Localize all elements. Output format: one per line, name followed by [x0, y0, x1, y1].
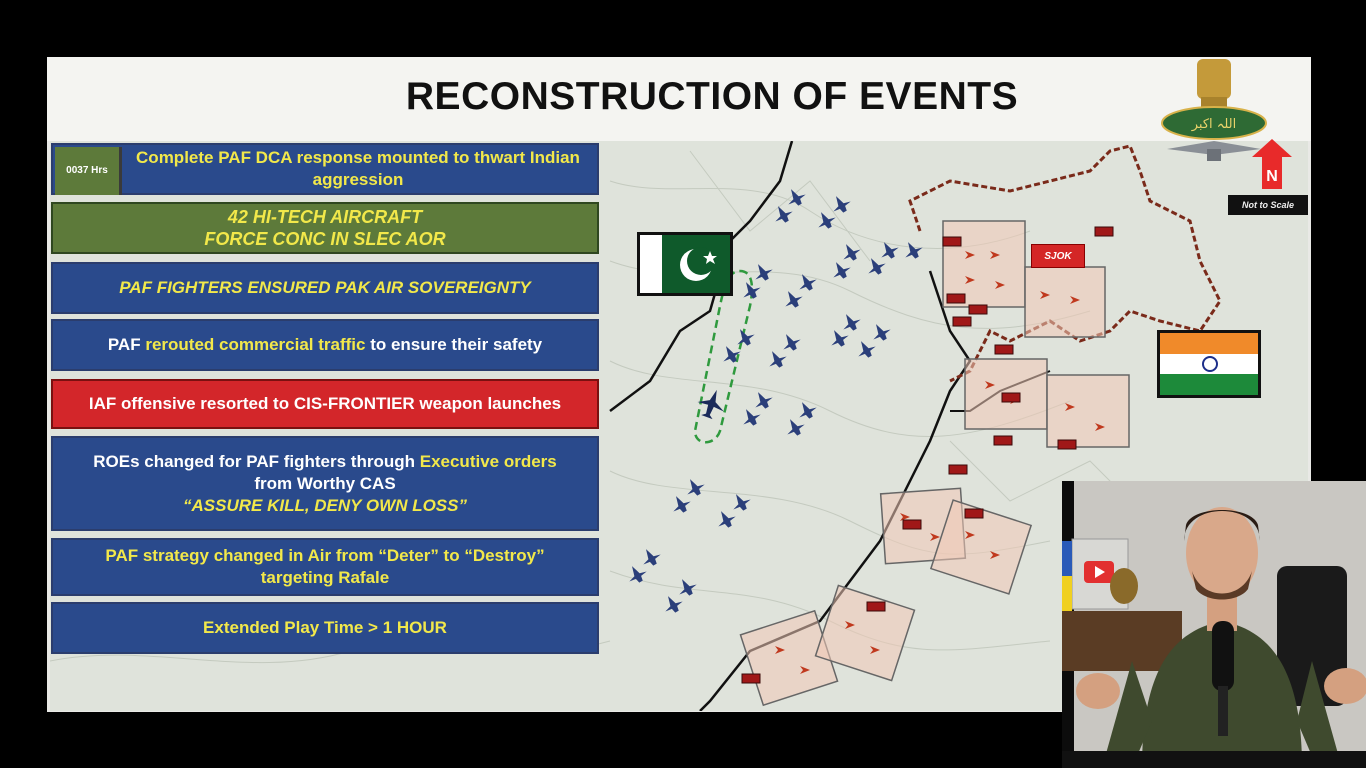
panel-text: “ASSURE KILL, DENY OWN LOSS”	[183, 495, 467, 515]
panel-air-sovereignty	[51, 262, 599, 314]
text-plain: to ensure their safety	[365, 335, 543, 354]
emblem-text: اللہ اکبر	[1191, 117, 1237, 132]
panel-text: from Worthy CAS	[254, 473, 396, 493]
panel-text: Extended Play Time > 1 HOUR	[203, 618, 447, 637]
panel-iaf-offensive	[51, 379, 599, 429]
presenter-video	[1062, 481, 1366, 768]
panel-text: 42 HI-TECH AIRCRAFT	[227, 207, 423, 227]
time-label: 0037 Hrs	[55, 147, 122, 195]
panel-roe-changes	[51, 436, 599, 531]
panel-strategy-change	[51, 538, 599, 596]
panel-text	[73, 451, 577, 473]
text-highlight: rerouted commercial traffic	[145, 335, 366, 354]
north-label: N	[1266, 168, 1278, 185]
panel-text: PAF FIGHTERS ENSURED PAK AIR SOVEREIGNTY	[119, 278, 531, 297]
scale-note: Not to Scale	[1228, 195, 1308, 215]
panel-aircraft-count	[51, 202, 599, 254]
text-highlight: Executive orders	[419, 451, 557, 471]
webcam-overlay	[1062, 481, 1366, 768]
panel-play-time	[51, 602, 599, 654]
panel-dca-response	[51, 143, 599, 195]
cap-orbit	[695, 271, 752, 442]
pakistan-flag-icon	[637, 232, 733, 296]
india-flag-icon	[1157, 330, 1261, 398]
panel-text: Complete PAF DCA response mounted to thwart Indian aggression	[136, 148, 580, 189]
emblem-icon	[1157, 57, 1267, 169]
panel-text: FORCE CONC IN SLEC AOR	[204, 229, 446, 249]
sector-label: SJOK	[1031, 244, 1085, 268]
panel-text	[53, 334, 597, 356]
north-arrow-icon	[1252, 139, 1292, 189]
slide-title: RECONSTRUCTION OF EVENTS	[405, 75, 1019, 118]
panel-text: PAF strategy changed in Air from “Deter” to “Destroy” targeting Rafale	[105, 546, 545, 587]
panel-commercial-traffic	[51, 319, 599, 371]
text-plain: ROEs changed for PAF fighters through	[93, 451, 420, 471]
panel-text: IAF offensive resorted to CIS-FRONTIER weapon launches	[88, 394, 562, 413]
title-bar	[47, 57, 1311, 141]
text-plain: PAF	[107, 335, 146, 354]
